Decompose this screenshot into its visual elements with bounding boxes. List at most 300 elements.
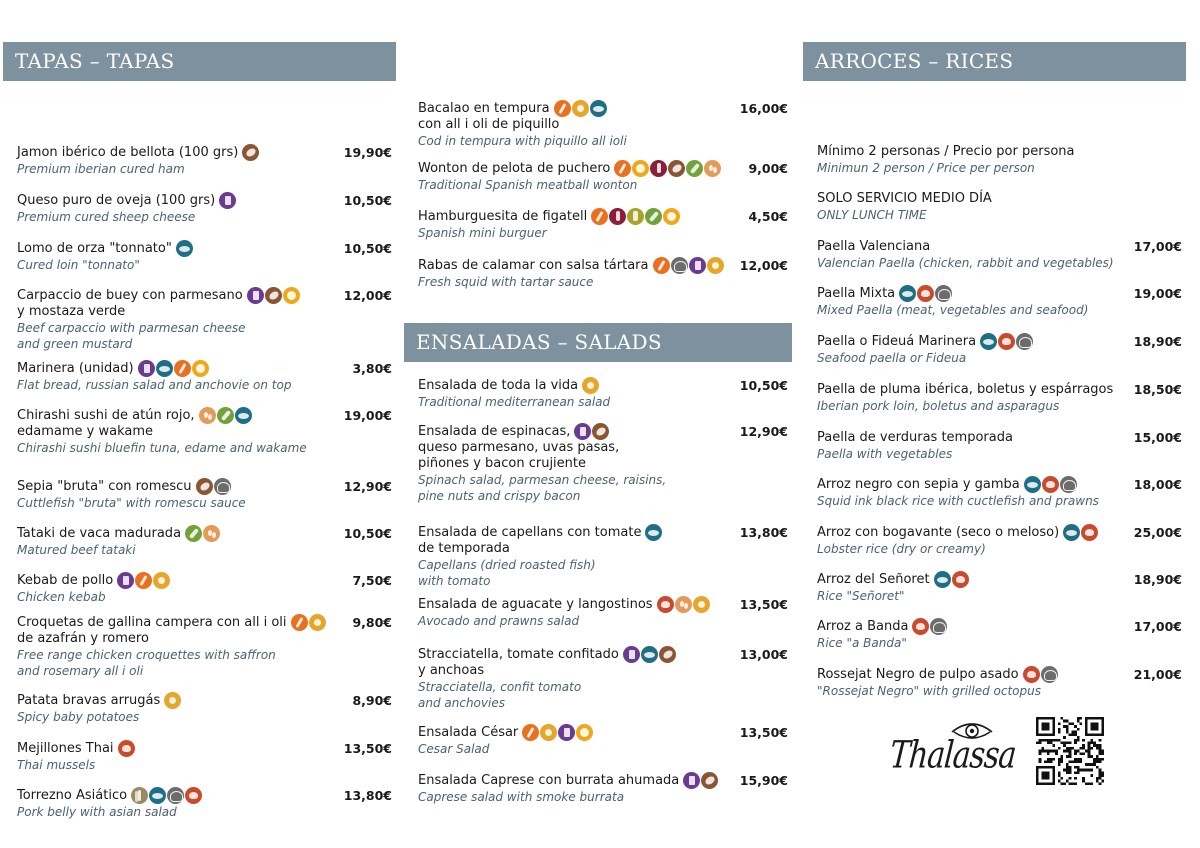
qr-module xyxy=(1066,731,1069,734)
menu-item xyxy=(404,525,792,589)
dish-name xyxy=(418,258,792,274)
dish-name xyxy=(17,241,396,257)
qr-module xyxy=(1074,725,1077,728)
nuts-icon xyxy=(668,160,685,177)
dish-name-line xyxy=(817,619,1130,635)
qr-module xyxy=(1047,739,1050,742)
qr-module xyxy=(1041,747,1044,750)
mollusc-icon xyxy=(930,618,947,635)
nuts-icon xyxy=(592,423,609,440)
dish-translation xyxy=(817,398,1186,414)
dish-name-text: Bacalao en tempura xyxy=(418,101,550,116)
dish-price: 9,80€ xyxy=(352,615,392,630)
qr-module xyxy=(1096,766,1099,769)
dish-name-line xyxy=(418,209,736,225)
qr-module xyxy=(1055,750,1058,753)
qr-module xyxy=(1088,744,1091,747)
qr-module xyxy=(1074,758,1077,761)
qr-module xyxy=(1093,758,1096,761)
dish-name xyxy=(17,408,396,440)
dish-name xyxy=(17,479,396,495)
dish-name xyxy=(418,161,792,177)
dish-translation-line: Pork belly with asian salad xyxy=(17,805,177,819)
dish-translation xyxy=(17,320,396,352)
dish-name-line xyxy=(418,258,736,274)
menu-item xyxy=(803,430,1186,462)
dish-price: 19,90€ xyxy=(343,145,392,160)
dish-price: 7,50€ xyxy=(352,573,392,588)
dish-name xyxy=(418,725,792,741)
dish-name-line xyxy=(17,241,340,257)
wheat-icon xyxy=(591,208,608,225)
qr-module xyxy=(1050,739,1053,742)
dish-name-text: Jamon ibérico de bellota (100 grs) xyxy=(17,145,239,160)
dish-price: 19,00€ xyxy=(343,408,392,423)
dish-translation xyxy=(17,709,396,725)
dish-price: 13,80€ xyxy=(343,788,392,803)
qr-module xyxy=(1066,771,1069,774)
qr-module xyxy=(1050,750,1053,753)
dish-name-text: Ensalada de toda la vida xyxy=(418,378,579,393)
allergen-icons xyxy=(899,286,953,302)
fish-icon xyxy=(899,285,916,302)
qr-module xyxy=(1099,744,1102,747)
milk-icon xyxy=(689,257,706,274)
dish-translation-line: Avocado and prawns salad xyxy=(418,614,580,628)
dish-price: 12,00€ xyxy=(343,288,392,303)
menu-item xyxy=(803,191,1186,223)
lupin-icon xyxy=(693,596,710,613)
egg-icon xyxy=(576,724,593,741)
dish-translation xyxy=(817,160,1186,176)
dish-translation xyxy=(418,679,792,711)
dish-name-text: Paella o Fideuá Marinera xyxy=(817,334,977,349)
dish-name xyxy=(418,378,792,394)
wheat-icon xyxy=(135,572,152,589)
qr-module xyxy=(1041,722,1049,730)
qr-module xyxy=(1099,761,1102,764)
celery-icon xyxy=(131,787,148,804)
menu-item xyxy=(3,741,396,773)
dish-translation-line: Cod in tempura with piquillo all ioli xyxy=(418,134,627,148)
qr-module xyxy=(1069,722,1072,725)
mollusc-icon xyxy=(214,478,231,495)
qr-module xyxy=(1093,761,1096,764)
qr-module xyxy=(1063,736,1066,739)
qr-module xyxy=(1074,782,1077,785)
dish-name-text: Ensalada César xyxy=(418,725,519,740)
dish-name-line xyxy=(418,440,736,456)
dish-name-line xyxy=(17,408,340,424)
dish-name xyxy=(17,573,396,589)
qr-module xyxy=(1039,739,1042,742)
dish-name-line xyxy=(418,597,736,613)
qr-module xyxy=(1058,763,1061,766)
qr-module xyxy=(1047,750,1050,753)
dish-name-text: edamame y wakame xyxy=(17,424,153,439)
dish-translation-line: Capellans (dried roasted fish) xyxy=(418,558,596,572)
dish-translation-line: Traditional Spanish meatball wonton xyxy=(418,178,638,192)
dish-translation-line: Caprese salad with smoke burrata xyxy=(418,790,625,804)
qr-module xyxy=(1099,739,1102,742)
dish-name-text: Patata bravas arrugás xyxy=(17,693,161,708)
dish-name-text: Sepia "bruta" con romescu xyxy=(17,479,192,494)
qr-module xyxy=(1069,747,1072,750)
dish-name xyxy=(817,667,1186,683)
qr-module xyxy=(1069,733,1072,736)
dish-name-text: Arroz con bogavante (seco o meloso) xyxy=(817,525,1060,540)
dish-translation xyxy=(817,207,1186,223)
qr-module xyxy=(1047,752,1050,755)
dish-name-text: Marinera (unidad) xyxy=(17,361,134,376)
menu-item xyxy=(3,693,396,725)
fish-icon xyxy=(641,646,658,663)
dish-translation-line: Paella with vegetables xyxy=(817,447,953,461)
dish-translation-line: Minimun 2 person / Price per person xyxy=(817,161,1035,175)
dish-translation xyxy=(418,274,792,290)
qr-module xyxy=(1066,728,1069,731)
qr-module xyxy=(1088,755,1091,758)
menu-item xyxy=(3,479,396,511)
milk-icon xyxy=(219,192,236,209)
qr-module xyxy=(1096,744,1099,747)
qr-module xyxy=(1096,777,1099,780)
menu-item xyxy=(3,288,396,352)
qr-module xyxy=(1066,747,1069,750)
allergen-icons xyxy=(934,572,970,588)
menu-item xyxy=(404,647,792,711)
dish-name-text: Rossejat Negro de pulpo asado xyxy=(817,667,1019,682)
qr-module xyxy=(1044,739,1047,742)
dish-price: 18,50€ xyxy=(1133,382,1182,397)
allergen-icons xyxy=(138,361,210,377)
menu-item xyxy=(404,258,792,290)
qr-module xyxy=(1052,744,1055,747)
qr-module xyxy=(1099,750,1102,753)
qr-module xyxy=(1058,761,1061,764)
allergen-icons xyxy=(582,378,600,394)
qr-module xyxy=(1099,747,1102,750)
crustacean-icon xyxy=(1081,524,1098,541)
qr-module xyxy=(1047,761,1050,764)
qr-module xyxy=(1050,741,1053,744)
qr-module xyxy=(1044,750,1047,753)
dish-translation-line: Seafood paella or Fideua xyxy=(817,351,967,365)
qr-module xyxy=(1069,755,1072,758)
allergen-icons xyxy=(242,145,260,161)
menu-item xyxy=(404,424,792,504)
qr-module xyxy=(1090,722,1098,730)
qr-module xyxy=(1088,769,1091,772)
fish-icon xyxy=(590,100,607,117)
qr-module xyxy=(1090,741,1093,744)
menu-item xyxy=(404,773,792,805)
dish-translation-line: Cesar Salad xyxy=(418,742,490,756)
qr-module xyxy=(1080,758,1083,761)
allergen-icons xyxy=(614,161,722,177)
lupin-icon xyxy=(540,724,557,741)
mollusc-icon xyxy=(1041,666,1058,683)
fish-icon xyxy=(176,240,193,257)
dish-price: 15,00€ xyxy=(1133,430,1182,445)
qr-module xyxy=(1088,763,1091,766)
allergen-icons xyxy=(291,615,327,631)
qr-module xyxy=(1060,761,1063,764)
dish-translation-line: Spanish mini burguer xyxy=(418,226,547,240)
qr-module xyxy=(1050,758,1053,761)
fish-icon xyxy=(235,407,252,424)
dish-name xyxy=(17,193,396,209)
qr-module xyxy=(1082,747,1085,750)
qr-module xyxy=(1077,761,1080,764)
qr-module xyxy=(1071,733,1074,736)
nuts-icon xyxy=(196,478,213,495)
qr-module xyxy=(1093,741,1096,744)
dish-translation-line: and anchovies xyxy=(418,696,505,710)
dish-name-line xyxy=(17,788,340,804)
dish-name-line xyxy=(817,477,1130,493)
qr-module xyxy=(1063,720,1066,723)
dish-name-line xyxy=(817,382,1130,398)
allergen-icons xyxy=(980,334,1034,350)
dish-translation-line: and rosemary all i oli xyxy=(17,664,144,678)
dish-price: 16,00€ xyxy=(739,101,788,116)
dish-name-text: de temporada xyxy=(418,541,510,556)
qr-module xyxy=(1090,769,1093,772)
menu-item xyxy=(3,193,396,225)
dish-name-line xyxy=(418,117,736,133)
qr-module xyxy=(1066,763,1069,766)
qr-module xyxy=(1099,774,1102,777)
lupin-icon xyxy=(309,614,326,631)
qr-module xyxy=(1058,739,1061,742)
dish-translation-line: Spinach salad, parmesan cheese, raisins, xyxy=(418,473,667,487)
qr-module xyxy=(1060,717,1063,720)
dish-name-text: Ensalada de aguacate y langostinos xyxy=(418,597,653,612)
dish-name-text: de azafrán y romero xyxy=(17,631,149,646)
qr-module xyxy=(1080,747,1083,750)
qr-module xyxy=(1069,769,1072,772)
dish-name-text: Torrezno Asiático xyxy=(17,788,128,803)
dish-translation xyxy=(418,225,792,241)
menu-item xyxy=(803,572,1186,604)
qr-module xyxy=(1082,769,1085,772)
soy-icon xyxy=(645,208,662,225)
mustard-icon xyxy=(627,208,644,225)
dish-translation-line: "Rossejat Negro" with grilled octopus xyxy=(817,684,1041,698)
dish-translation xyxy=(17,542,396,558)
qr-module xyxy=(1077,758,1080,761)
wheat-icon xyxy=(614,160,631,177)
qr-module xyxy=(1063,750,1066,753)
allergen-icons xyxy=(522,725,594,741)
tapas-heading: TAPAS – TAPAS xyxy=(3,42,396,81)
dish-name-line xyxy=(418,725,736,741)
dish-translation-line: Traditional mediterranean salad xyxy=(418,395,611,409)
dish-name xyxy=(817,239,1186,255)
menu-item xyxy=(3,615,396,679)
dish-name-text: Ensalada de espinacas, xyxy=(418,424,571,439)
dish-translation xyxy=(418,613,792,629)
qr-module xyxy=(1088,752,1091,755)
menu-item xyxy=(3,408,396,456)
dish-translation xyxy=(17,161,396,177)
dish-name xyxy=(418,209,792,225)
dish-price: 19,00€ xyxy=(1133,286,1182,301)
qr-module xyxy=(1077,739,1080,742)
qr-module xyxy=(1069,750,1072,753)
dish-name-line xyxy=(418,424,736,440)
qr-module xyxy=(1058,774,1061,777)
menu-item xyxy=(3,241,396,273)
dish-translation-line: Matured beef tataki xyxy=(17,543,136,557)
dish-name xyxy=(817,619,1186,635)
dish-name-text: Ensalada de capellans con tomate xyxy=(418,525,642,540)
qr-module xyxy=(1060,758,1063,761)
milk-icon xyxy=(623,646,640,663)
crustacean-icon xyxy=(912,618,929,635)
crustacean-icon xyxy=(998,333,1015,350)
dish-translation-line: ONLY LUNCH TIME xyxy=(817,208,927,222)
allergen-icons xyxy=(131,788,203,804)
dish-name xyxy=(817,144,1186,160)
qr-module xyxy=(1080,752,1083,755)
dish-translation xyxy=(418,789,792,805)
dish-translation xyxy=(418,394,792,410)
dish-name-line xyxy=(17,193,340,209)
qr-module xyxy=(1082,744,1085,747)
qr-module xyxy=(1066,769,1069,772)
crustacean-icon xyxy=(917,285,934,302)
menu-item xyxy=(803,477,1186,509)
dish-name xyxy=(17,615,396,647)
qr-module xyxy=(1041,771,1049,779)
dish-translation-line: Lobster rice (dry or creamy) xyxy=(817,542,986,556)
dish-name xyxy=(17,788,396,804)
dish-name-line xyxy=(17,145,340,161)
qr-module xyxy=(1066,725,1069,728)
dish-translation-line: Beef carpaccio with parmesan cheese xyxy=(17,321,246,335)
qr-module xyxy=(1058,758,1061,761)
qr-module xyxy=(1071,722,1074,725)
dish-name-text: Arroz del Señoret xyxy=(817,572,930,587)
qr-module xyxy=(1080,769,1083,772)
dish-price: 13,50€ xyxy=(739,725,788,740)
dish-name-line xyxy=(17,631,340,647)
dish-translation-line: Fresh squid with tartar sauce xyxy=(418,275,594,289)
dish-translation-line: pine nuts and crispy bacon xyxy=(418,489,581,503)
qr-module xyxy=(1096,747,1099,750)
dish-name xyxy=(817,430,1186,446)
menu-item xyxy=(3,361,396,393)
qr-module xyxy=(1085,769,1088,772)
allergen-icons xyxy=(118,741,136,757)
dish-price: 10,50€ xyxy=(343,241,392,256)
dish-translation-line: Rice "a Banda" xyxy=(817,636,907,650)
dish-translation xyxy=(817,302,1186,318)
qr-module xyxy=(1080,761,1083,764)
qr-module xyxy=(1071,731,1074,734)
qr-code[interactable] xyxy=(1036,717,1104,785)
soy-icon xyxy=(686,160,703,177)
qr-module xyxy=(1096,780,1099,783)
dish-name-text: Hamburguesita de figatell xyxy=(418,209,588,224)
menu-item xyxy=(803,239,1186,271)
qr-module xyxy=(1099,752,1102,755)
dish-price: 21,00€ xyxy=(1133,667,1182,682)
dish-name xyxy=(418,773,792,789)
allergen-icons xyxy=(176,241,194,257)
nuts-icon xyxy=(265,287,282,304)
dish-translation-line: Iberian pork loin, boletus and asparagus xyxy=(817,399,1060,413)
dish-translation xyxy=(418,741,792,757)
rices-column xyxy=(803,42,1186,698)
dish-translation xyxy=(817,446,1186,462)
qr-module xyxy=(1060,782,1063,785)
dish-price: 18,00€ xyxy=(1133,477,1182,492)
lupin-icon xyxy=(582,377,599,394)
dish-name-line xyxy=(418,525,736,541)
dish-name-line xyxy=(817,667,1130,683)
dish-name-text: con all i oli de piquillo xyxy=(418,117,560,132)
wheat-icon xyxy=(291,614,308,631)
qr-module xyxy=(1069,766,1072,769)
wheat-icon xyxy=(174,360,191,377)
mollusc-icon xyxy=(1016,333,1033,350)
dish-name-line xyxy=(418,456,736,472)
qr-module xyxy=(1090,747,1093,750)
dish-price: 9,00€ xyxy=(748,161,788,176)
allergen-icons xyxy=(554,101,608,117)
qr-module xyxy=(1099,771,1102,774)
menu-item xyxy=(803,382,1186,414)
dish-name-line xyxy=(17,615,340,631)
dish-name xyxy=(418,424,792,472)
qr-module xyxy=(1080,717,1083,720)
qr-module xyxy=(1058,771,1061,774)
dish-name-line xyxy=(817,286,1130,302)
qr-module xyxy=(1063,744,1066,747)
dish-translation-line: Chicken kebab xyxy=(17,590,106,604)
qr-module xyxy=(1088,747,1091,750)
dish-translation-line: Premium cured sheep cheese xyxy=(17,210,196,224)
qr-module xyxy=(1085,763,1088,766)
dish-translation xyxy=(817,350,1186,366)
qr-module xyxy=(1077,728,1080,731)
dish-name-text: Wonton de pelota de puchero xyxy=(418,161,611,176)
sulphites-icon xyxy=(650,160,667,177)
nuts-icon xyxy=(659,646,676,663)
dish-translation xyxy=(17,495,396,511)
allergen-icons xyxy=(623,647,677,663)
dish-name-text: Paella Valenciana xyxy=(817,239,931,254)
qr-module xyxy=(1096,755,1099,758)
dish-name-line xyxy=(418,773,736,789)
qr-module xyxy=(1060,777,1063,780)
qr-module xyxy=(1055,739,1058,742)
milk-icon xyxy=(558,724,575,741)
qr-module xyxy=(1082,777,1085,780)
dish-name-line xyxy=(17,479,340,495)
dish-name-line xyxy=(817,334,1130,350)
qr-module xyxy=(1096,761,1099,764)
qr-module xyxy=(1044,761,1047,764)
dish-name-text: SOLO SERVICIO MEDIO DÍA xyxy=(817,191,992,206)
menu-item xyxy=(404,161,792,193)
qr-module xyxy=(1071,747,1074,750)
menu-item xyxy=(803,525,1186,557)
dish-translation xyxy=(17,804,396,820)
